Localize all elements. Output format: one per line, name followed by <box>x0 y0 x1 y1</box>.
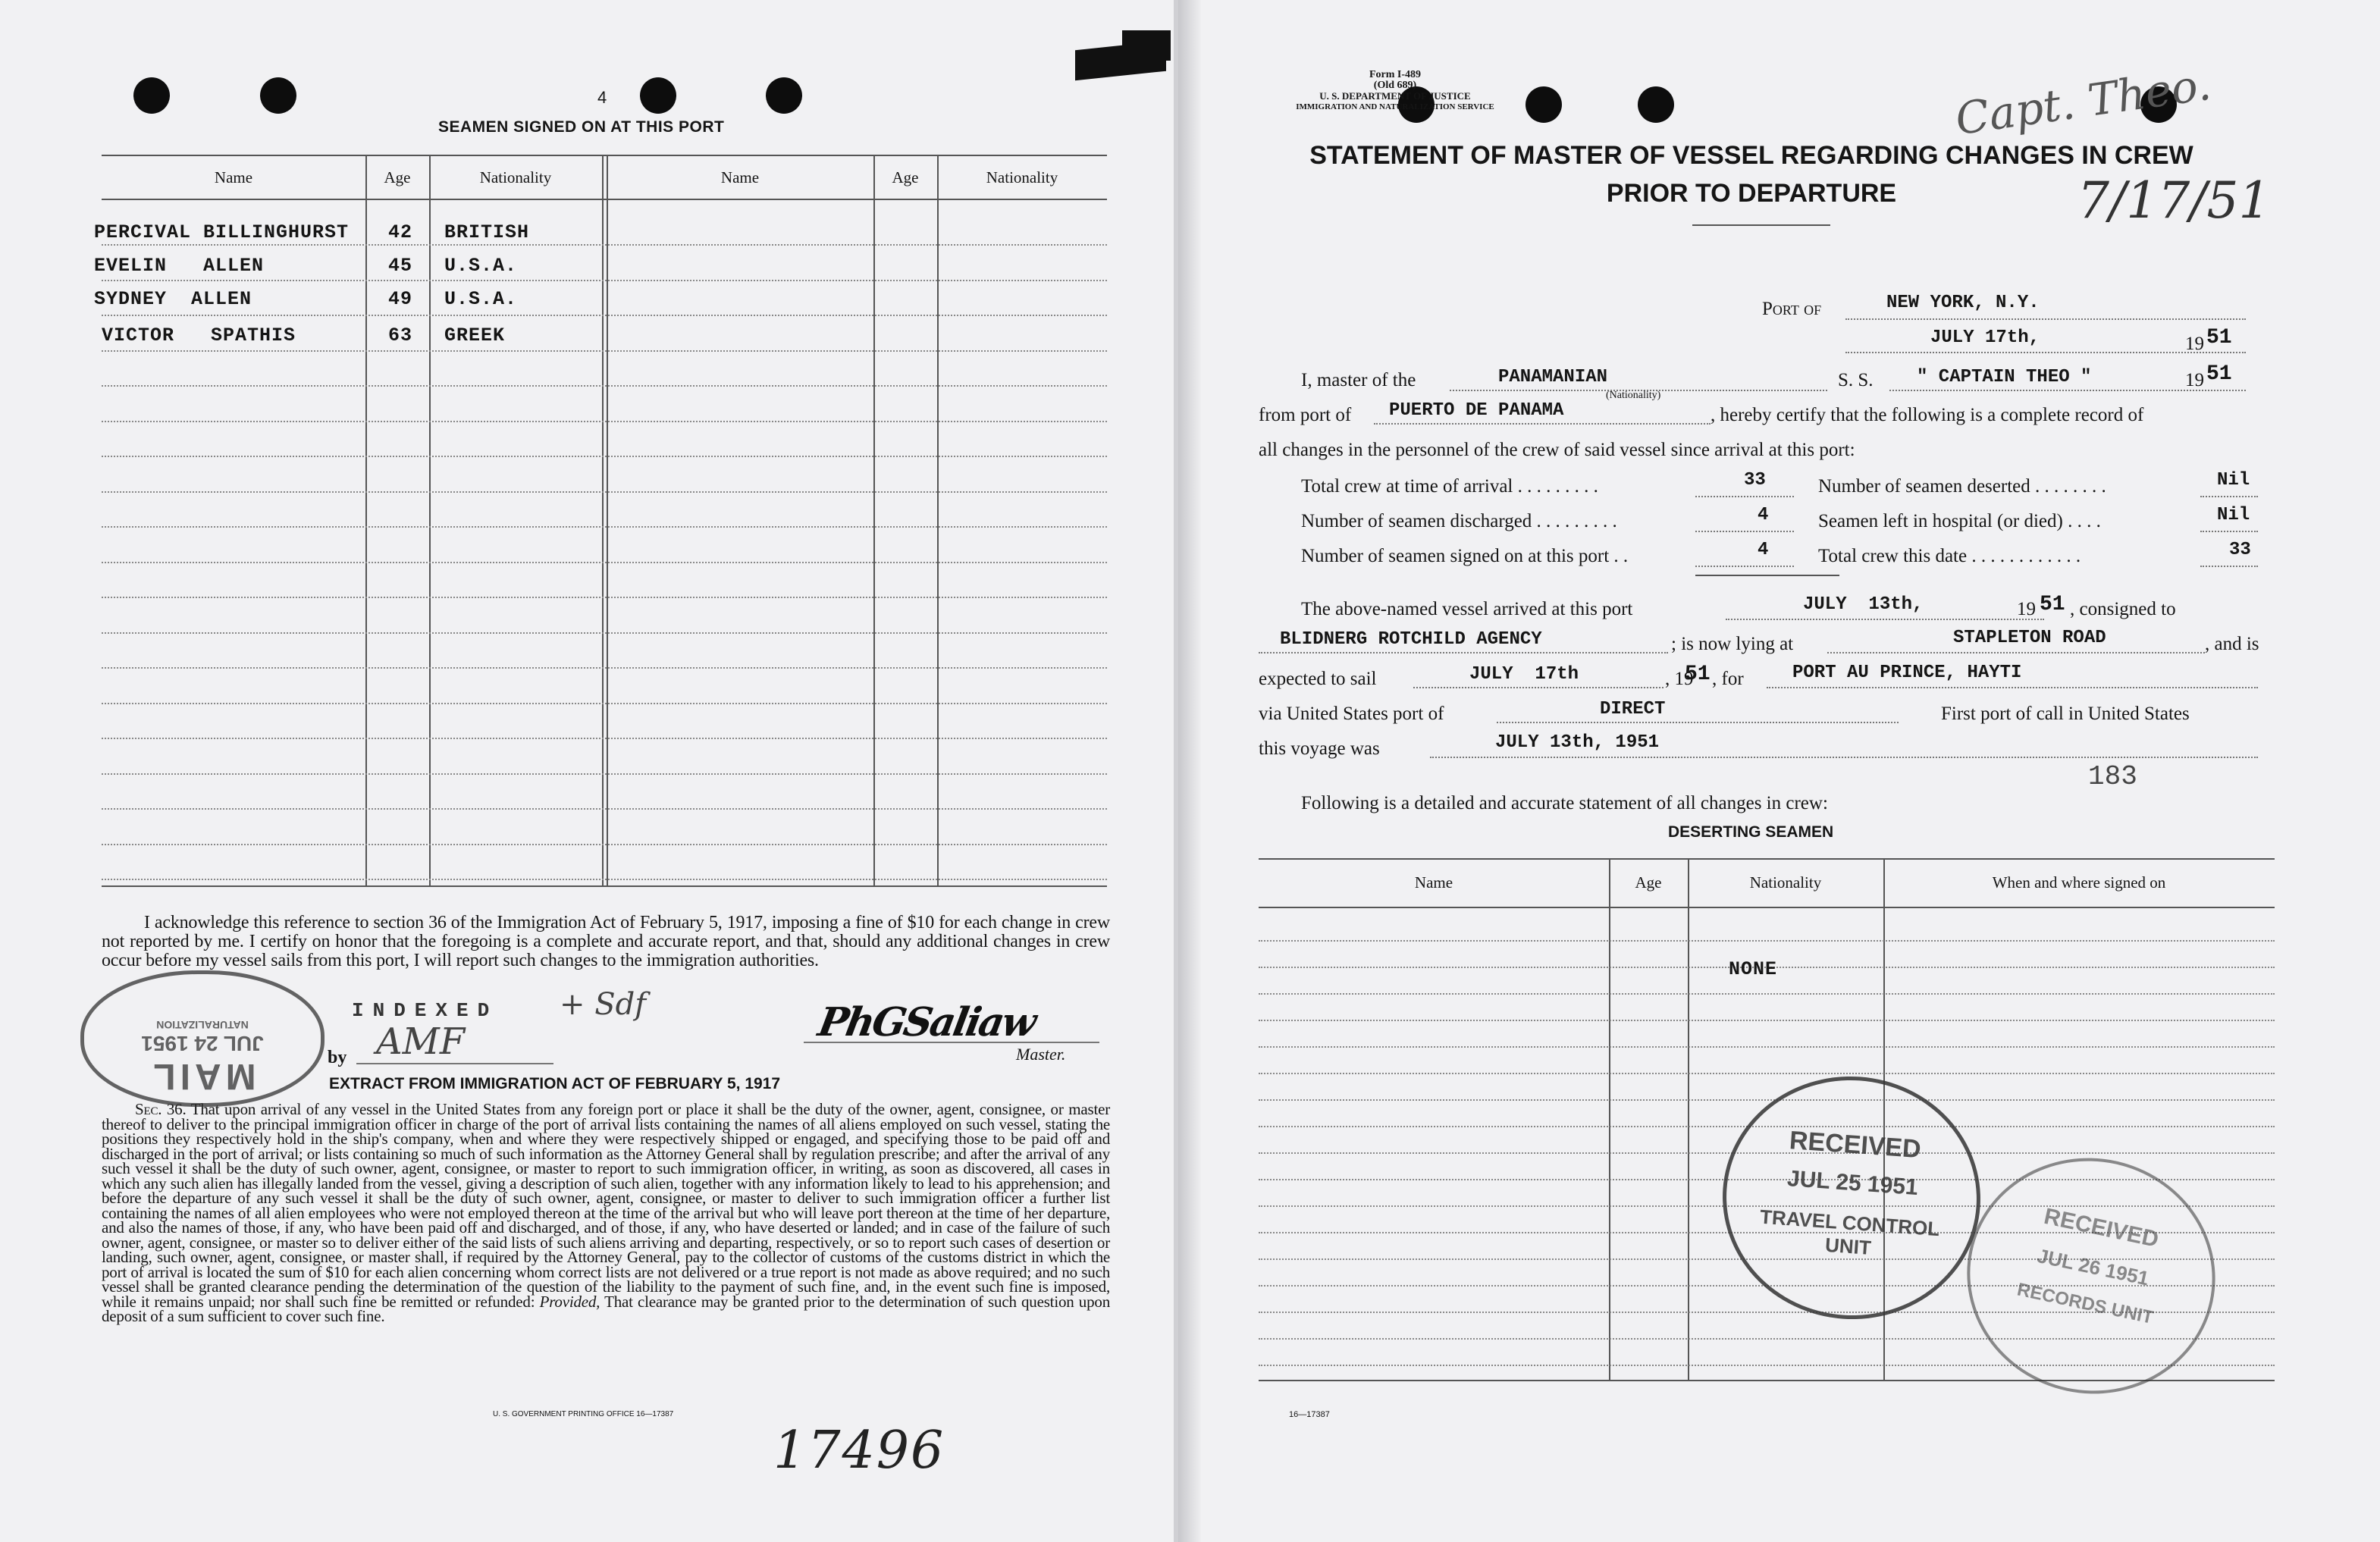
table-rule <box>1259 940 2275 942</box>
seaman-nationality: GREEK <box>444 324 506 346</box>
column-header-nationality: Nationality <box>1749 873 1822 892</box>
table-rule <box>102 632 1107 634</box>
section-body: That upon arrival of any vessel in the United States from any foreign port or place it shall be the duty of the owner, agent, consignee, or master thereof to deliver to the principal immigration officer in charge of the port of arrival lists containing the names of all aliens employed on such vessel, stating the positions they respectively hold in the ship's company, when and where they were respectively shipped or engaged, and specifying those to be paid off and discharged in the port of arrival; or lists containing so much of such information as the Attorney General shall by regulation prescribe; and after the arrival of any such vessel it shall be the duty of such owner, agent, consignee, or master to report to such immigration officer, in writing, as soon as discovered, all cases in which any such alien has illegally landed from the vessel, giving a description of such alien, together with any information likely to lead to his apprehension; and before the departure of any such vessel it shall be the duty of such owner, agent, consignee, or master to deliver to such immigration officer a further list containing the names of all alien employees who were not employed thereon at the time of the arrival but who will leave port thereon at the time of her departure, and also the names of those, if any, who have been paid off and discharged, and of those, if any, who have deserted or landed; and in case of the failure of such owner, agent, consignee, or master so to deliver either of the said lists of such aliens arriving and departing, respectively, or so to report such cases of desertion or landing, such owner, agent, consignee, or master shall, if required by the Attorney General, pay to the collector of customs of the customs district in which the port of arrival is located the sum of $10 for each alien concerning whom correct lists are not delivered or a true report is not made as above required; and no such vessel shall be granted clearance pending the determination of the question of the liability to the payment of such fine, and, in the event such fine is imposed, while it remains unpaid; nor shall such fine be remitted or refunded: <box>102 1100 1110 1311</box>
master-signature-line <box>804 1042 1099 1043</box>
table-rule <box>1259 993 2275 995</box>
table-rule <box>102 385 1107 387</box>
indexed-by-label: by <box>328 1048 347 1067</box>
table-rule <box>102 421 1107 422</box>
indexed-stamp-label: INDEXED <box>352 999 499 1022</box>
right-printing-office-note: 16—17387 <box>1289 1410 1330 1419</box>
master-of-label: I, master of the <box>1301 370 1416 390</box>
year-prefix-2: 19 <box>2185 370 2204 390</box>
port-value: NEW YORK, N.Y. <box>1886 293 2040 313</box>
date-value: JULY 17th, <box>1930 328 2040 348</box>
column-header-age: Age <box>384 168 411 186</box>
stat-label: Number of seamen discharged . . . . . . . . . <box>1301 511 1617 531</box>
sail-date: JULY 17th <box>1469 664 1579 685</box>
table-rule <box>102 280 1107 281</box>
stat-value: 4 <box>1758 540 1769 560</box>
sail-year: 51 <box>1685 663 1711 686</box>
indexed-underline <box>356 1063 553 1064</box>
column-header-age: Age <box>1635 873 1662 892</box>
indexed-by-initials: AMF <box>376 1020 466 1063</box>
nationality-value: PANAMANIAN <box>1498 367 1608 387</box>
column-header-name: Name <box>1414 873 1453 892</box>
acknowledgement-text: I acknowledge this reference to section 36 of the Immigration Act of February 5, 1917, imposing a fine of $10 for each change in crew not reported by me. I certify on honor that the foregoing is a complete and accurate report, and that, should any additional changes in crew occur before my vessel sails from this port, I will report such changes to the immigration authorities. <box>102 913 1110 970</box>
column-header-name: Name <box>214 168 253 186</box>
arrived-year: 51 <box>2040 593 2065 616</box>
stat-label: Seamen left in hospital (or died) . . . . <box>1818 511 2101 531</box>
page-number: 4 <box>597 88 607 107</box>
handwritten-file-number: 17496 <box>773 1421 945 1481</box>
column-header-nationality: Nationality <box>986 168 1058 186</box>
service: IMMIGRATION AND NATURALIZATION SERVICE <box>1296 102 1494 111</box>
table-rule <box>102 703 1107 704</box>
handwritten-date-note: 7/17/51 <box>2077 171 2271 230</box>
deserting-title: DESERTING SEAMEN <box>1668 823 1834 841</box>
provided-body: That clearance may be granted prior to the determination of such question upon deposit of a sum sufficient to cover such fine. <box>102 1292 1110 1325</box>
stat-label: Number of seamen signed on at this port . . <box>1301 546 1629 566</box>
stat-value: 4 <box>1758 505 1769 525</box>
voyage-date: JULY 13th, 1951 <box>1495 732 1660 753</box>
stat-value: Nil <box>2217 470 2250 490</box>
agency-value: BLIDNERG ROTCHILD AGENCY <box>1280 629 1542 650</box>
table-rule <box>102 597 1107 598</box>
arrived-date: JULY 13th, <box>1803 594 1924 615</box>
year-value: 51 <box>2206 326 2232 349</box>
and-is-label: , and is <box>2205 634 2259 654</box>
voyage-label: this voyage was <box>1259 738 1380 759</box>
seaman-nationality: U.S.A. <box>444 255 518 277</box>
via-port-value: DIRECT <box>1600 699 1666 719</box>
table-rule <box>102 808 1107 810</box>
table-rule <box>102 773 1107 775</box>
table-rule <box>1259 1046 2275 1048</box>
table-rule <box>102 350 1107 352</box>
stat-label: Total crew this date . . . . . . . . . . . . <box>1818 546 2081 566</box>
punch-hole <box>766 77 802 114</box>
changes-text: all changes in the personnel of the crew of said vessel since arrival at this port: <box>1259 440 1855 460</box>
stat-label: Number of seamen deserted . . . . . . . . <box>1818 476 2106 497</box>
seaman-age: 42 <box>388 221 413 243</box>
master-label: Master. <box>1016 1045 1066 1064</box>
stat-value: 33 <box>1744 470 1766 490</box>
seaman-name: VICTOR SPATHIS <box>102 324 296 346</box>
printing-office-note: U. S. GOVERNMENT PRINTING OFFICE 16—17387 <box>493 1410 674 1418</box>
following-text: Following is a detailed and accurate statement of all changes in crew: <box>1301 793 1828 813</box>
table-rule <box>102 244 1107 246</box>
punch-hole <box>133 77 170 114</box>
punch-hole <box>260 77 296 114</box>
lying-at-value: STAPLETON ROAD <box>1953 628 2106 648</box>
table-rule <box>102 844 1107 845</box>
punch-hole <box>1638 86 1674 123</box>
arrived-label: The above-named vessel arrived at this port <box>1301 599 1633 619</box>
destination-value: PORT AU PRINCE, HAYTI <box>1792 663 2022 683</box>
table-rule <box>1259 1073 2275 1074</box>
seaman-name: SYDNEY ALLEN <box>94 288 252 310</box>
extract-title: EXTRACT FROM IMMIGRATION ACT OF FEBRUARY 5, 1917 <box>329 1075 781 1092</box>
seaman-nationality: U.S.A. <box>444 288 518 310</box>
column-header-age: Age <box>892 168 919 186</box>
table-rule <box>102 456 1107 457</box>
travel-control-received-stamp: RECEIVED JUL 25 1951 TRAVEL CONTROL UNIT <box>1714 1068 1988 1328</box>
for-label: , for <box>1712 669 1744 689</box>
indexed-by-extra: + Sdf <box>560 987 647 1022</box>
title-rule <box>1692 224 1830 226</box>
table-rule <box>102 738 1107 739</box>
form-header <box>1259 70 1532 112</box>
column-header-name: Name <box>720 168 760 186</box>
from-port-label: from port of <box>1259 405 1352 425</box>
table-rule <box>1259 1020 2275 1021</box>
seaman-name: EVELIN ALLEN <box>94 255 265 277</box>
sail-label: expected to sail <box>1259 669 1377 689</box>
stat-value: Nil <box>2217 505 2250 525</box>
seaman-name: PERCIVAL BILLINGHURST <box>94 221 350 243</box>
table-rule <box>1259 1099 2275 1101</box>
sail-year-prefix: , 19 <box>1665 669 1694 689</box>
provided-label: Provided, <box>539 1292 600 1311</box>
department: U. S. DEPARTMENT OF JUSTICE <box>1319 90 1471 102</box>
left-page-title: SEAMEN SIGNED ON AT THIS PORT <box>438 118 725 136</box>
stamped-number: 183 <box>2088 761 2137 792</box>
page-fold-shadow <box>1178 0 1201 1542</box>
year-prefix: 19 <box>2185 334 2204 354</box>
seaman-nationality: BRITISH <box>444 221 530 243</box>
master-signature: PhGSaliaw <box>814 999 1038 1045</box>
ss-label: S. S. <box>1838 370 1874 390</box>
seaman-age: 45 <box>388 255 413 277</box>
consigned-label: , consigned to <box>2070 599 2176 619</box>
section-label: Sec. 36. <box>135 1100 187 1118</box>
table-rule <box>102 315 1107 316</box>
table-rule <box>102 667 1107 669</box>
table-rule <box>102 879 1107 880</box>
binding-clip <box>1122 30 1171 61</box>
from-port-value: PUERTO DE PANAMA <box>1389 400 1564 421</box>
nationality-caption: (Nationality) <box>1606 390 1661 401</box>
vessel-name: " CAPTAIN THEO " <box>1917 367 2092 387</box>
statement-title: STATEMENT OF MASTER OF VESSEL REGARDING CHANGES IN CREW PRIOR TO DEPARTURE <box>1309 141 2193 208</box>
column-header-when-where: When and where signed on <box>1992 873 2166 892</box>
table-rule <box>102 526 1107 528</box>
form-old-number: (Old 689) <box>1373 80 1417 91</box>
punch-hole <box>640 77 676 114</box>
mail-received-stamp: MAIL JUL 24 1951 NATURALIZATION <box>80 970 325 1107</box>
certify-text: , hereby certify that the following is a complete record of <box>1711 405 2144 425</box>
table-rule <box>102 491 1107 493</box>
records-unit-received-stamp: RECEIVED JUL 26 1951 RECORDS UNIT <box>1945 1135 2237 1416</box>
handwritten-vessel-note: Capt. Theo. <box>1952 58 2215 146</box>
column-header-nationality: Nationality <box>479 168 552 186</box>
via-label: via United States port of <box>1259 704 1444 724</box>
seaman-age: 49 <box>388 288 413 310</box>
deserting-none: NONE <box>1729 958 1778 980</box>
arrived-year-prefix: 19 <box>2017 599 2036 619</box>
stat-label: Total crew at time of arrival . . . . . . . . . <box>1301 476 1598 497</box>
lying-label: ; is now lying at <box>1671 634 1794 654</box>
seaman-age: 63 <box>388 324 413 346</box>
first-port-label: First port of call in United States <box>1941 704 2190 724</box>
year-value-2: 51 <box>2206 362 2232 386</box>
port-label: Port of <box>1762 299 1822 319</box>
stat-value: 33 <box>2229 540 2251 560</box>
section-36-text <box>102 1102 1110 1324</box>
table-rule <box>102 562 1107 563</box>
form-number: Form I-489 <box>1369 69 1422 80</box>
